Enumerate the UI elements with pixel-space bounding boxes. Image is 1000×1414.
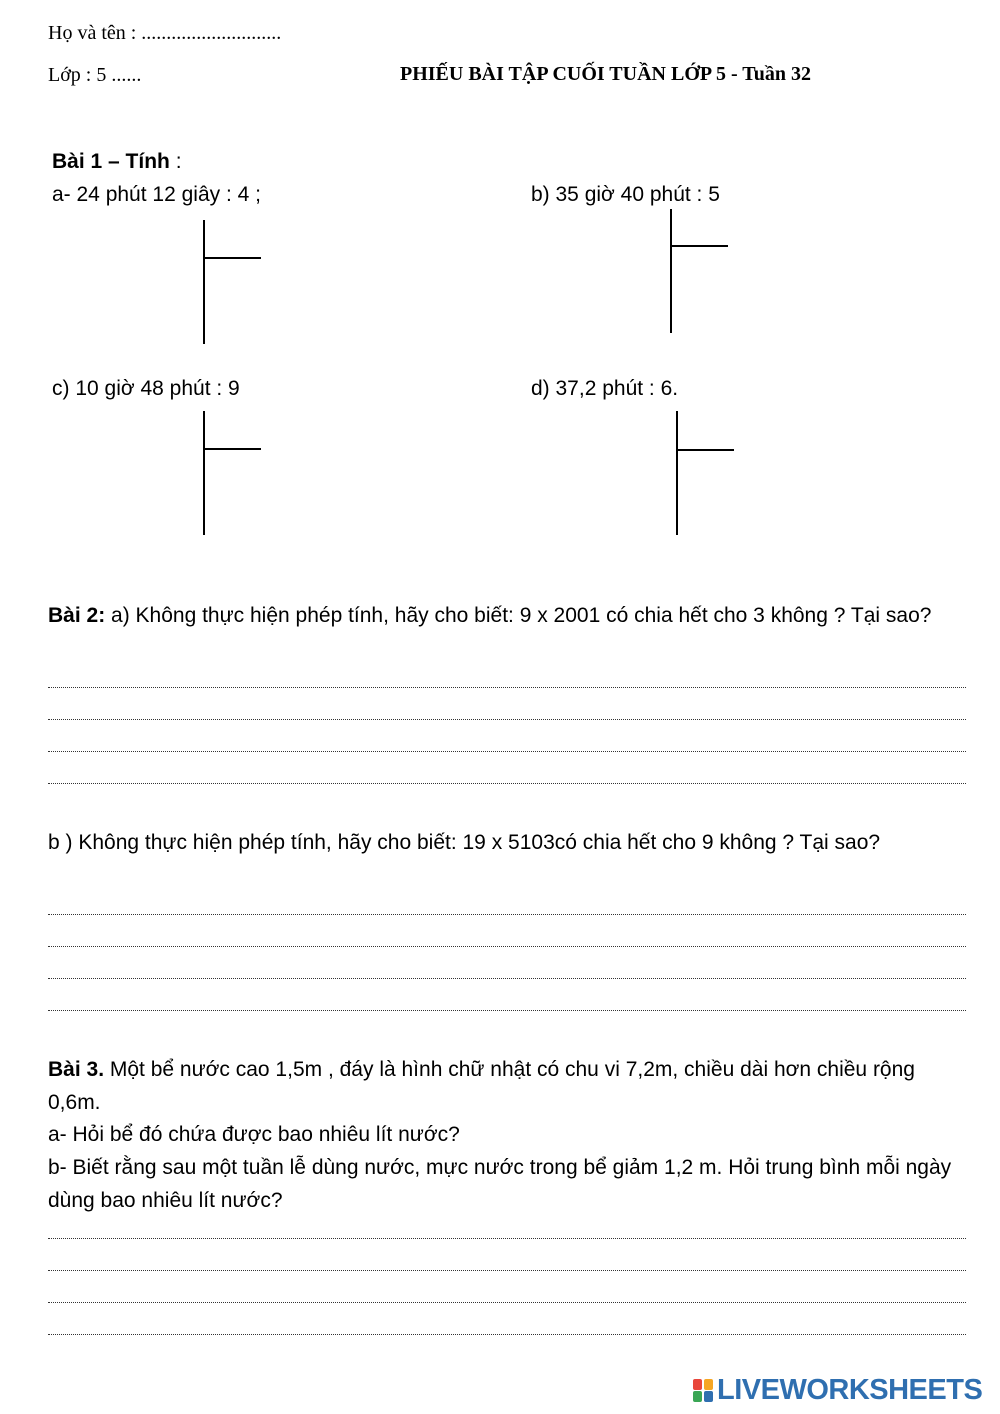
bai3-problem: [48, 1054, 968, 1119]
answer-dotted-line[interactable]: [48, 676, 966, 690]
answer-dotted-line[interactable]: [48, 935, 966, 949]
bai1-item-d: d) 37,2 phút : 6.: [531, 377, 679, 400]
bai1-item-b: b) 35 giờ 40 phút : 5: [531, 183, 720, 206]
answer-dotted-line[interactable]: [48, 1291, 966, 1305]
name-field-line: Họ và tên : ............................: [48, 22, 282, 44]
bai1-heading-label: Bài 1 – Tính: [52, 150, 170, 173]
answer-dotted-line[interactable]: [48, 1259, 966, 1273]
answer-dotted-line[interactable]: [48, 740, 966, 754]
bai3-question-a: a- Hỏi bể đó chứa được bao nhiêu lít nước?: [48, 1123, 460, 1146]
liveworksheets-logo-text: LIVEWORKSHEETS: [717, 1373, 983, 1406]
answer-dotted-line[interactable]: [48, 708, 966, 722]
bai2-a-text: a) Không thực hiện phép tính, hãy cho biết: 9 x 2001 có chia hết cho 3 không ? Tại sao?: [105, 604, 932, 627]
bai2-question-b: b ) Không thực hiện phép tính, hãy cho biết: 19 x 5103có chia hết cho 9 không ? Tại sao?: [48, 831, 881, 854]
liveworksheets-logo-icon: [693, 1377, 715, 1403]
bai3-label: Bài 3.: [48, 1058, 105, 1081]
worksheet-title: PHIẾU BÀI TẬP CUỐI TUẦN LỚP 5 - Tuần 32: [400, 63, 812, 85]
liveworksheets-logo[interactable]: [693, 1374, 982, 1406]
bai3-question-b: b- Biết rằng sau một tuần lễ dùng nước, mực nước trong bể giảm 1,2 m. Hỏi trung bình mỗi ngày dùng bao nhiêu lít nước?: [48, 1156, 952, 1212]
bai1-heading-colon: :: [169, 150, 182, 173]
bai1-item-a: a- 24 phút 12 giây : 4 ;: [52, 183, 261, 206]
bai1-item-c: c) 10 giờ 48 phút : 9: [52, 377, 240, 400]
class-field-line: Lớp : 5 ......: [48, 64, 142, 86]
bai2-label: Bài 2:: [48, 604, 106, 627]
answer-dotted-line[interactable]: [48, 1323, 966, 1337]
bai3-text: Một bể nước cao 1,5m , đáy là hình chữ nhật có chu vi 7,2m, chiều dài hơn chiều rộng 0,6m.: [48, 1058, 915, 1114]
answer-dotted-line[interactable]: [48, 903, 966, 917]
answer-dotted-line[interactable]: [48, 967, 966, 981]
answer-dotted-line[interactable]: [48, 772, 966, 786]
bai2-question-a: [48, 600, 968, 633]
answer-dotted-line[interactable]: [48, 1227, 966, 1241]
answer-dotted-line[interactable]: [48, 999, 966, 1013]
bai1-heading: [52, 146, 182, 178]
